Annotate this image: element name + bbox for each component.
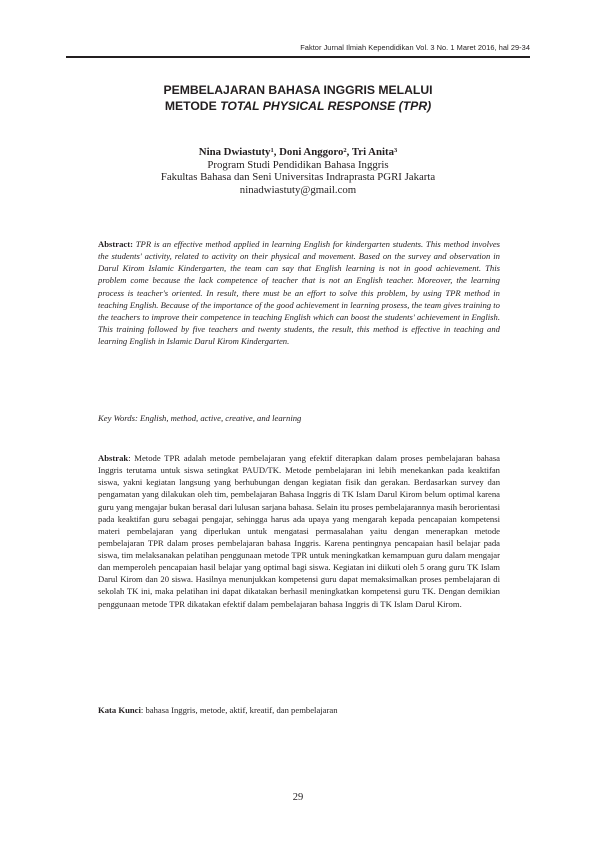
header-rule — [66, 56, 530, 58]
title-line-2-italic: TOTAL PHYSICAL RESPONSE (TPR) — [220, 99, 432, 113]
author-name: Nina Dwiastuty — [198, 146, 271, 158]
author-name: Tri Anita — [351, 146, 394, 158]
author-separator: , — [273, 146, 280, 158]
paper-title — [66, 82, 530, 114]
affiliation-faculty: Fakultas Bahasa dan Seni Universitas Indraprasta PGRI Jakarta — [160, 171, 436, 184]
title-line-2 — [66, 98, 530, 114]
affiliation-program: Program Studi Pendidikan Bahasa Inggris — [207, 158, 389, 171]
page-number: 29 — [292, 792, 304, 803]
keywords-indonesian — [98, 704, 500, 716]
running-head: Faktor Jurnal Ilmiah Kependidikan Vol. 3 No. 1 Maret 2016, hal 29-34 — [300, 43, 530, 52]
author-affiliation-mark: 1 — [270, 147, 274, 154]
keywords-english: Key Words: English, method, active, creative, and learning — [98, 413, 302, 423]
title-line-1: PEMBELAJARAN BAHASA INGGRIS MELALUI — [163, 83, 433, 97]
author-block — [66, 146, 530, 196]
abstract-english-text: TPR is an effective method applied in learning English for kindergarten students. This method involves the students' activity, related to activity on their physical and movement. Based on the survey and observation in Darul Kirom Islamic Kindergarten, the team can say that English learning is not in good achievement. This problem come because the lack competence of teacher that is not an English teacher. Moreover, the learning process is teacher's oriented. In result, there must be an effort to solve this problem, by using TPR method in teaching English. Because of the importance of the good achievement in learning prosess, the team gives training to the teachers to improve their competence in teaching English which can boost the students' achievement in English. This training followed by five teachers and twenty students, the result, this method is effective in teaching and learning English in Islamic Darul Kirom Kindergarten. — [98, 239, 501, 346]
author-name: Doni Anggoro — [279, 146, 344, 158]
author-list — [66, 146, 530, 159]
abstract-english — [98, 238, 500, 347]
title-line-2-plain: METODE — [164, 99, 221, 113]
author-separator: , — [346, 146, 352, 158]
keywords-indonesian-text: : bahasa Inggris, metode, aktif, kreatif, dan pembelajaran — [140, 705, 338, 715]
keywords-indonesian-label: Kata Kunci — [98, 705, 141, 715]
abstract-indonesian-text: : Metode TPR adalah metode pembelajaran yang efektif diterapkan dalam proses pembelajaran bahasa Inggris terutama untuk siswa setingkat PAUD/TK. Metode pembelajaran ini lebih menekankan pada keaktifan siswa, yakni kegiatan langsung yang berhubungan dengan kegiatan fisik dan gerakan. Berdasarkan survey dan pengamatan yang dilakukan oleh tim, pembelajaran Bahasa Inggris di TK Islam Darul Kirom belum optimal karena guru yang mengajar bukan berasal dari lulusan sarjana bahasa. Selain itu proses pembelajarannya masih berorientasi pada keaktifan guru sebagai pengajar, sehingga harus ada upaya yang mengarah kepada pencapaian kompetensi materi pembelajaran yang diperlukan untuk mengatasi permasalahan yaitu dengan menerapkan metode pembelajaran TPR dalam proses pembelajaran bahasa Inggris. Karena pentingnya pencapaian hasil belajar pada siswa, tim melaksanakan pelatihan penggunaan metode TPR untuk meningkatkan kemampuan guru dalam mengajar dan memperoleh pencapaian hasil belajar yang optimal bagi siswa. Kegiatan ini diikuti oleh 5 orang guru TK Islam Darul Kirom dan 20 siswa. Hasilnya menunjukkan kompetensi guru dapat memaksimalkan proses pembelajaran di sekolah TK ini, maka pelatihan ini dapat dikatakan berhasil meningkatkan kompetensi guru TK. Dengan demikian penggunaan metode TPR dikatakan efektif dalam pembelajaran bahasa Inggris di TK Islam Darul Kirom. — [98, 453, 500, 609]
author-email: ninadwiastuty@gmail.com — [239, 183, 357, 196]
author-affiliation-mark: 3 — [393, 147, 398, 154]
abstract-indonesian-label: Abstrak — [98, 453, 129, 463]
abstract-english-label: Abstract: — [98, 239, 133, 249]
abstract-indonesian — [98, 452, 500, 610]
author-affiliation-mark: 2 — [343, 147, 347, 154]
